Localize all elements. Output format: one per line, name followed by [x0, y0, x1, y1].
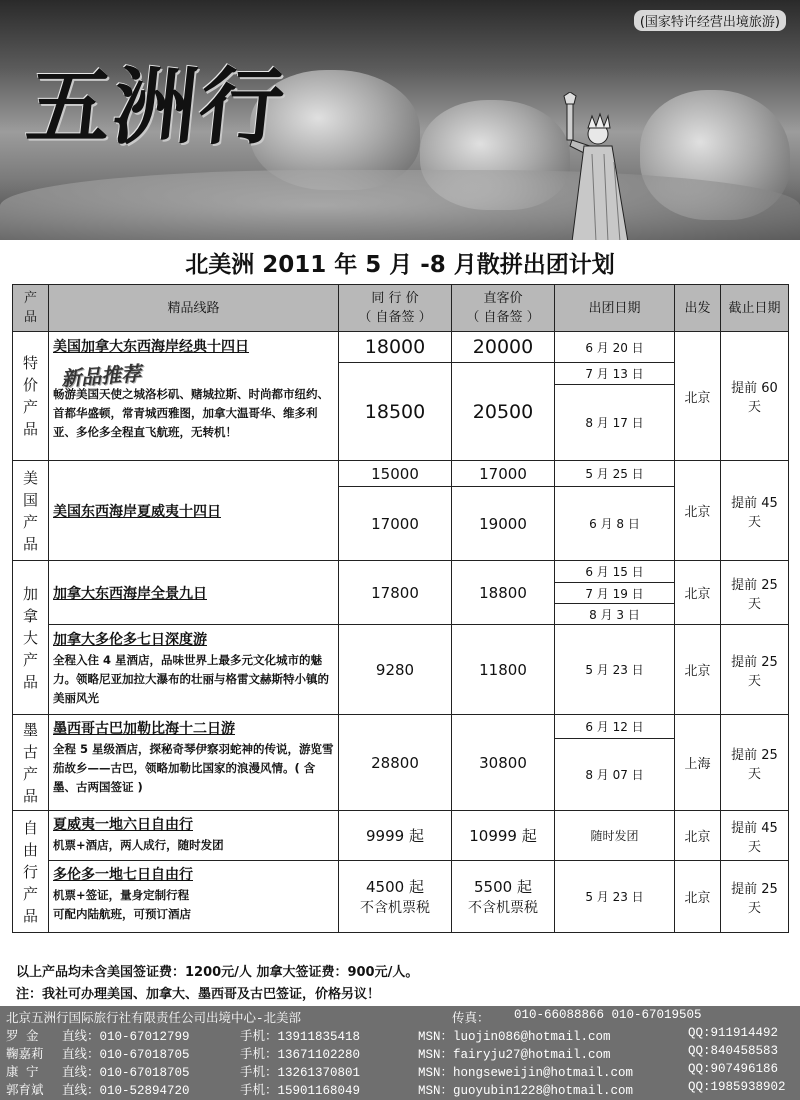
category-mexico-cuba: 墨 古 产 品 — [13, 715, 49, 811]
tagline: (国家特许经营出境旅游) — [634, 10, 786, 31]
contact-mobile: 手机：15901168049 — [240, 1084, 361, 1098]
deadline: 提前 60 天 — [721, 332, 789, 461]
direct-price: 17000 — [452, 461, 555, 487]
peer-price: 18500 — [339, 363, 452, 461]
departure-date: 7 月 13 日 — [555, 363, 675, 385]
peer-price — [339, 861, 452, 933]
route-cell — [49, 461, 339, 561]
contact-mobile: 手机：13261370801 — [240, 1066, 361, 1080]
route-description: 机票+签证，量身定制行程 — [53, 888, 190, 902]
departure-date: 5 月 23 日 — [555, 861, 675, 933]
header-direct-price: 直客价 （ 自备签 ） — [452, 285, 555, 332]
contact-name: 郭育斌 — [6, 1084, 44, 1098]
contact-row — [0, 1026, 800, 1044]
route-cell — [49, 561, 339, 625]
contact-msn[interactable]: MSN：guoyubin1228@hotmail.com — [418, 1084, 634, 1098]
departure-schedule-table — [12, 284, 789, 933]
contact-qq: QQ:840458583 — [688, 1044, 779, 1058]
route-description: 全程 5 星级酒店，探秘奇琴伊察羽蛇神的传说，游览雪茄故乡——古巴，领略加勒比国家的浪漫风情。( 含墨、古两国签证 ) — [53, 742, 334, 794]
contact-qq: QQ:911914492 — [688, 1026, 779, 1040]
route-name: 夏威夷一地六日自由行 — [53, 817, 193, 833]
contact-mobile: 手机：13911835418 — [240, 1030, 361, 1044]
peer-price: 9280 — [339, 625, 452, 715]
depart-city: 北京 — [675, 625, 721, 715]
table-row — [13, 715, 789, 739]
header-banner — [0, 0, 800, 240]
deadline: 提前 45 天 — [721, 811, 789, 861]
category-canada: 加 拿 大 产 品 — [13, 561, 49, 715]
route-name: 墨西哥古巴加勒比海十二日游 — [53, 721, 235, 737]
contact-qq: QQ:1985938902 — [688, 1080, 786, 1094]
table-row — [13, 461, 789, 487]
table-row — [13, 811, 789, 861]
direct-price-value: 5500 起 — [474, 878, 532, 896]
page-title: 北美洲 2011 年 5 月 -8 月散拼出团计划 — [185, 252, 615, 278]
new-product-badge: 新品推荐 — [60, 361, 142, 391]
contact-row — [0, 1062, 800, 1080]
departure-date: 5 月 23 日 — [555, 625, 675, 715]
contact-tel: 直线：010-67012799 — [62, 1030, 190, 1044]
route-name: 加拿大多伦多七日深度游 — [53, 632, 207, 648]
contact-name: 鞠嘉莉 — [6, 1048, 44, 1062]
contact-name: 罗 金 — [6, 1030, 39, 1044]
contact-footer — [0, 1006, 800, 1100]
depart-city: 北京 — [675, 561, 721, 625]
depart-city: 北京 — [675, 811, 721, 861]
direct-price: 20500 — [452, 363, 555, 461]
direct-price: 30800 — [452, 715, 555, 811]
header-departure-date: 出团日期 — [555, 285, 675, 332]
contact-tel: 直线：010-52894720 — [62, 1084, 190, 1098]
departure-date: 6 月 15 日 — [555, 561, 675, 583]
depart-city: 北京 — [675, 461, 721, 561]
direct-price: 18800 — [452, 561, 555, 625]
departure-date: 5 月 25 日 — [555, 461, 675, 487]
header-route: 精品线路 — [49, 285, 339, 332]
route-cell — [49, 811, 339, 861]
header-depart-city: 出发 — [675, 285, 721, 332]
contact-name: 康 宁 — [6, 1066, 39, 1080]
header-deadline: 截止日期 — [721, 285, 789, 332]
direct-price: 10999 起 — [452, 811, 555, 861]
route-description: 畅游美国天使之城洛杉矶、赌城拉斯、时尚都市纽约、首都华盛顿，常青城西雅图，加拿大温哥华、维多利亚、多伦多全程直飞航班，无转机！ — [53, 387, 329, 439]
peer-price: 17000 — [339, 487, 452, 561]
deadline: 提前 45 天 — [721, 461, 789, 561]
contact-row — [0, 1080, 800, 1098]
fax-numbers: 010-66088866 010-67019505 — [514, 1008, 702, 1022]
route-cell — [49, 715, 339, 811]
route-cell — [49, 625, 339, 715]
deadline: 提前 25 天 — [721, 625, 789, 715]
route-cell — [49, 861, 339, 933]
peer-price: 18000 — [339, 332, 452, 363]
route-name: 美国加拿大东西海岸经典十四日 — [53, 339, 249, 355]
table-row — [13, 861, 789, 933]
footer-company-row — [0, 1008, 800, 1026]
deadline: 提前 25 天 — [721, 561, 789, 625]
departure-date: 8 月 07 日 — [555, 739, 675, 811]
category-usa: 美 国 产 品 — [13, 461, 49, 561]
direct-price: 19000 — [452, 487, 555, 561]
visa-fee-note: 以上产品均未含美国签证费：1200元/人 加拿大签证费：900元/人。 — [16, 965, 419, 980]
deadline: 提前 25 天 — [721, 715, 789, 811]
contact-msn[interactable]: MSN：fairyju27@hotmail.com — [418, 1048, 611, 1062]
category-special: 特 价 产 品 — [13, 332, 49, 461]
table-row — [13, 561, 789, 583]
departure-date: 6 月 20 日 — [555, 332, 675, 363]
notes — [16, 962, 418, 1006]
contact-msn[interactable]: MSN：hongseweijin@hotmail.com — [418, 1066, 634, 1080]
departure-date: 6 月 8 日 — [555, 487, 675, 561]
table-row — [13, 625, 789, 715]
route-name: 加拿大东西海岸全景九日 — [53, 585, 207, 602]
table-header-row — [13, 285, 789, 332]
route-description: 全程入住 4 星酒店，品味世界上最多元文化城市的魅力。领略尼亚加拉大瀑布的壮丽与格雷文赫斯特小镇的美丽风光 — [53, 653, 329, 705]
route-name: 美国东西海岸夏威夷十四日 — [53, 503, 221, 520]
departure-date: 随时发团 — [555, 811, 675, 861]
departure-date: 8 月 17 日 — [555, 385, 675, 461]
direct-price-note: 不含机票税 — [468, 900, 538, 916]
category-free-travel: 自 由 行 产 品 — [13, 811, 49, 933]
table-row — [13, 332, 789, 363]
header-category: 产 品 — [13, 285, 49, 332]
contact-tel: 直线：010-67018705 — [62, 1066, 190, 1080]
fax-label: 传真： — [452, 1012, 490, 1026]
peer-price: 9999 起 — [339, 811, 452, 861]
route-description: 机票+酒店，两人成行，随时发团 — [53, 838, 224, 852]
departure-date: 6 月 12 日 — [555, 715, 675, 739]
peer-price-value: 4500 起 — [366, 878, 424, 896]
depart-city: 北京 — [675, 861, 721, 933]
contact-tel: 直线：010-67018705 — [62, 1048, 190, 1062]
route-cell — [49, 332, 339, 461]
depart-city: 上海 — [675, 715, 721, 811]
contact-mobile: 手机：13671102280 — [240, 1048, 361, 1062]
peer-price: 28800 — [339, 715, 452, 811]
direct-price — [452, 861, 555, 933]
statue-of-liberty-icon — [556, 92, 646, 240]
contact-msn[interactable]: MSN：luojin086@hotmail.com — [418, 1030, 611, 1044]
contact-qq: QQ:907496186 — [688, 1062, 779, 1076]
contact-row — [0, 1044, 800, 1062]
peer-price: 15000 — [339, 461, 452, 487]
route-description: 可配内陆航班，可预订酒店 — [53, 907, 191, 921]
route-name: 多伦多一地七日自由行 — [53, 867, 193, 883]
departure-date: 8 月 3 日 — [555, 604, 675, 625]
peer-price-note: 不含机票税 — [360, 900, 430, 916]
peer-price: 17800 — [339, 561, 452, 625]
departure-date: 7 月 19 日 — [555, 583, 675, 604]
company-logo: 五洲行 — [22, 57, 291, 156]
direct-price: 20000 — [452, 332, 555, 363]
deadline: 提前 25 天 — [721, 861, 789, 933]
company-name: 北京五洲行国际旅行社有限责任公司出境中心-北美部 — [6, 1012, 302, 1026]
rock-base — [0, 170, 800, 240]
direct-price: 11800 — [452, 625, 555, 715]
header-peer-price: 同 行 价 （ 自备签 ） — [339, 285, 452, 332]
visa-service-note: 注：我社可办理美国、加拿大、墨西哥及古巴签证，价格另议！ — [16, 987, 381, 1002]
depart-city: 北京 — [675, 332, 721, 461]
